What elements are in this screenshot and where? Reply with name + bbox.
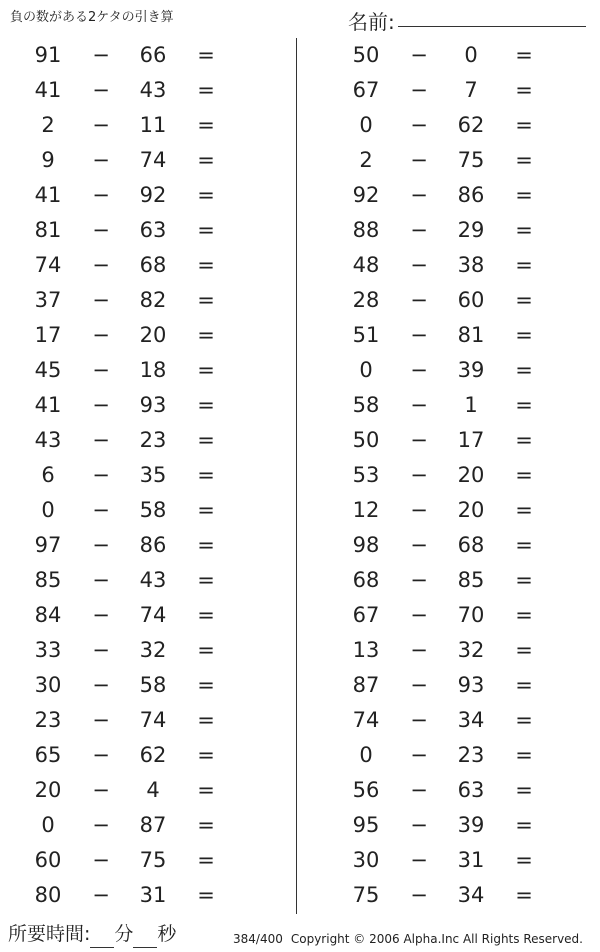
problem-row [0,108,280,143]
minuend: 30 [352,848,380,872]
minuend: 80 [34,883,62,907]
problem-row [0,458,280,493]
subtrahend: 93 [139,393,167,417]
subtrahend: 23 [457,743,485,767]
equals-sign: = [197,393,215,417]
subtrahend: 92 [139,183,167,207]
minuend: 97 [34,533,62,557]
problem-row [0,703,280,738]
subtrahend: 34 [457,883,485,907]
subtrahend: 32 [139,638,167,662]
subtrahend: 20 [457,498,485,522]
minus-sign: − [92,218,110,242]
problem-row [0,528,280,563]
minuend: 45 [34,358,62,382]
problem-row [318,178,598,213]
equals-sign: = [197,148,215,172]
problem-row [318,668,598,703]
minuend: 58 [352,393,380,417]
minus-sign: − [92,428,110,452]
subtrahend: 11 [139,113,167,137]
minus-sign: − [410,43,428,67]
problem-row [318,213,598,248]
equals-sign: = [197,253,215,277]
minus-sign: − [92,253,110,277]
minuend: 0 [359,743,373,767]
minus-sign: − [410,463,428,487]
right-problem-column [318,38,598,913]
equals-sign: = [197,218,215,242]
subtrahend: 70 [457,603,485,627]
minus-sign: − [92,778,110,802]
minus-sign: − [410,288,428,312]
subtrahend: 4 [146,778,160,802]
equals-sign: = [515,463,533,487]
minuend: 48 [352,253,380,277]
minus-sign: − [92,288,110,312]
minuend: 9 [41,148,55,172]
subtrahend: 74 [139,708,167,732]
problem-row [318,283,598,318]
problem-row [318,633,598,668]
minus-sign: − [410,708,428,732]
equals-sign: = [197,778,215,802]
subtrahend: 39 [457,813,485,837]
minuend: 43 [34,428,62,452]
equals-sign: = [515,603,533,627]
equals-sign: = [197,813,215,837]
equals-sign: = [197,358,215,382]
minus-sign: − [410,568,428,592]
problem-row [318,773,598,808]
time-required-label: 所要時間: [8,923,91,945]
copyright-text: Copyright © 2006 Alpha.Inc All Rights Reserved. [290,932,583,946]
minus-sign: − [92,358,110,382]
minus-sign: − [410,428,428,452]
minus-sign: − [92,148,110,172]
equals-sign: = [515,358,533,382]
minuend: 0 [359,358,373,382]
equals-sign: = [515,533,533,557]
equals-sign: = [197,323,215,347]
minuend: 75 [352,883,380,907]
minus-sign: − [410,743,428,767]
subtrahend: 63 [139,218,167,242]
copyright-footer [233,932,583,946]
minuend: 95 [352,813,380,837]
page-number: 384/400 [233,932,283,946]
minuend: 12 [352,498,380,522]
problem-row [0,318,280,353]
equals-sign: = [515,568,533,592]
equals-sign: = [515,638,533,662]
time-required-footer [8,920,176,948]
equals-sign: = [515,778,533,802]
left-problem-column [0,38,280,913]
subtrahend: 86 [457,183,485,207]
minus-sign: − [92,183,110,207]
subtrahend: 60 [457,288,485,312]
problem-row [318,108,598,143]
equals-sign: = [515,253,533,277]
minus-sign: − [92,533,110,557]
minus-sign: − [92,78,110,102]
minuend: 74 [352,708,380,732]
minutes-blank [90,927,114,948]
minus-sign: − [410,113,428,137]
problem-row [0,73,280,108]
subtrahend: 31 [457,848,485,872]
subtrahend: 20 [139,323,167,347]
minuend: 2 [41,113,55,137]
equals-sign: = [515,743,533,767]
subtrahend: 23 [139,428,167,452]
minuend: 92 [352,183,380,207]
problem-row [318,878,598,913]
subtrahend: 62 [139,743,167,767]
minus-sign: − [410,533,428,557]
subtrahend: 17 [457,428,485,452]
minuend: 37 [34,288,62,312]
equals-sign: = [197,78,215,102]
minus-sign: − [410,358,428,382]
name-field-line [398,26,586,27]
minuend: 41 [34,78,62,102]
equals-sign: = [515,393,533,417]
minuend: 98 [352,533,380,557]
minuend: 50 [352,43,380,67]
equals-sign: = [515,428,533,452]
minuend: 51 [352,323,380,347]
equals-sign: = [515,848,533,872]
equals-sign: = [197,743,215,767]
equals-sign: = [197,708,215,732]
equals-sign: = [515,673,533,697]
equals-sign: = [197,288,215,312]
minuend: 6 [41,463,55,487]
equals-sign: = [197,848,215,872]
minus-sign: − [410,253,428,277]
minus-sign: − [92,708,110,732]
minus-sign: − [92,673,110,697]
problem-row [318,353,598,388]
problem-row [318,38,598,73]
minus-sign: − [92,568,110,592]
equals-sign: = [515,708,533,732]
problem-row [318,598,598,633]
minus-sign: − [410,183,428,207]
problem-row [318,423,598,458]
subtrahend: 86 [139,533,167,557]
equals-sign: = [197,463,215,487]
equals-sign: = [197,113,215,137]
equals-sign: = [197,638,215,662]
minus-sign: − [92,463,110,487]
equals-sign: = [515,113,533,137]
minuend: 60 [34,848,62,872]
problem-row [0,738,280,773]
subtrahend: 66 [139,43,167,67]
minuend: 28 [352,288,380,312]
subtrahend: 43 [139,568,167,592]
minus-sign: − [92,743,110,767]
problem-row [0,493,280,528]
minus-sign: − [410,603,428,627]
minus-sign: − [410,673,428,697]
problem-row [318,248,598,283]
subtrahend: 63 [457,778,485,802]
problem-row [318,318,598,353]
minus-sign: − [410,393,428,417]
problem-row [318,738,598,773]
minuend: 85 [34,568,62,592]
subtrahend: 39 [457,358,485,382]
minus-sign: − [92,323,110,347]
subtrahend: 74 [139,148,167,172]
problem-row [318,388,598,423]
subtrahend: 34 [457,708,485,732]
minus-sign: − [92,813,110,837]
problem-row [0,283,280,318]
minus-sign: − [92,638,110,662]
minuend: 68 [352,568,380,592]
minutes-label: 分 [114,923,134,945]
subtrahend: 0 [464,43,478,67]
equals-sign: = [515,498,533,522]
minuend: 0 [41,813,55,837]
subtrahend: 93 [457,673,485,697]
equals-sign: = [515,288,533,312]
minuend: 65 [34,743,62,767]
subtrahend: 1 [464,393,478,417]
minuend: 23 [34,708,62,732]
minuend: 41 [34,393,62,417]
minuend: 13 [352,638,380,662]
problem-row [318,703,598,738]
subtrahend: 32 [457,638,485,662]
problem-row [318,143,598,178]
minus-sign: − [410,813,428,837]
minus-sign: − [92,848,110,872]
minuend: 2 [359,148,373,172]
subtrahend: 74 [139,603,167,627]
subtrahend: 75 [457,148,485,172]
minuend: 74 [34,253,62,277]
equals-sign: = [197,43,215,67]
minus-sign: − [410,323,428,347]
minus-sign: − [92,393,110,417]
equals-sign: = [197,183,215,207]
minus-sign: − [410,883,428,907]
subtrahend: 82 [139,288,167,312]
subtrahend: 29 [457,218,485,242]
problem-row [0,353,280,388]
subtrahend: 35 [139,463,167,487]
subtrahend: 58 [139,498,167,522]
problem-row [0,423,280,458]
equals-sign: = [197,568,215,592]
minuend: 20 [34,778,62,802]
minuend: 30 [34,673,62,697]
problem-row [0,843,280,878]
problem-row [0,248,280,283]
minuend: 0 [41,498,55,522]
equals-sign: = [515,78,533,102]
subtrahend: 68 [139,253,167,277]
equals-sign: = [197,498,215,522]
minus-sign: − [92,113,110,137]
minuend: 0 [359,113,373,137]
minus-sign: − [410,148,428,172]
problem-row [318,493,598,528]
seconds-blank [133,927,157,948]
equals-sign: = [197,883,215,907]
problem-row [0,878,280,913]
worksheet-title: 負の数がある2ケタの引き算 [10,10,174,25]
problem-row [318,808,598,843]
problem-row [318,843,598,878]
minuend: 50 [352,428,380,452]
minuend: 56 [352,778,380,802]
problem-row [0,633,280,668]
problem-row [0,388,280,423]
subtrahend: 81 [457,323,485,347]
problem-row [318,563,598,598]
name-label: 名前: [348,10,395,34]
subtrahend: 20 [457,463,485,487]
column-divider [296,38,297,914]
equals-sign: = [515,43,533,67]
minuend: 91 [34,43,62,67]
minus-sign: − [410,848,428,872]
subtrahend: 75 [139,848,167,872]
minus-sign: − [92,603,110,627]
minuend: 67 [352,78,380,102]
subtrahend: 31 [139,883,167,907]
minuend: 67 [352,603,380,627]
equals-sign: = [515,148,533,172]
minuend: 84 [34,603,62,627]
problem-row [318,528,598,563]
minuend: 87 [352,673,380,697]
minus-sign: − [410,498,428,522]
subtrahend: 38 [457,253,485,277]
problem-row [0,563,280,598]
subtrahend: 85 [457,568,485,592]
minuend: 41 [34,183,62,207]
problem-row [0,808,280,843]
problem-row [0,598,280,633]
problem-row [318,458,598,493]
equals-sign: = [515,323,533,347]
problem-row [0,213,280,248]
minus-sign: − [410,218,428,242]
problem-row [0,38,280,73]
minus-sign: − [410,638,428,662]
minus-sign: − [410,78,428,102]
subtrahend: 68 [457,533,485,557]
seconds-label: 秒 [157,923,177,945]
equals-sign: = [197,428,215,452]
equals-sign: = [197,533,215,557]
subtrahend: 43 [139,78,167,102]
problem-row [0,773,280,808]
equals-sign: = [197,673,215,697]
problem-row [318,73,598,108]
subtrahend: 18 [139,358,167,382]
equals-sign: = [515,813,533,837]
minuend: 81 [34,218,62,242]
minuend: 88 [352,218,380,242]
subtrahend: 87 [139,813,167,837]
subtrahend: 58 [139,673,167,697]
minuend: 53 [352,463,380,487]
equals-sign: = [515,183,533,207]
minuend: 17 [34,323,62,347]
problem-row [0,668,280,703]
equals-sign: = [515,883,533,907]
subtrahend: 7 [464,78,478,102]
minus-sign: − [92,498,110,522]
problem-row [0,178,280,213]
minus-sign: − [92,43,110,67]
minuend: 33 [34,638,62,662]
equals-sign: = [515,218,533,242]
minus-sign: − [92,883,110,907]
problem-row [0,143,280,178]
subtrahend: 62 [457,113,485,137]
minus-sign: − [410,778,428,802]
equals-sign: = [197,603,215,627]
